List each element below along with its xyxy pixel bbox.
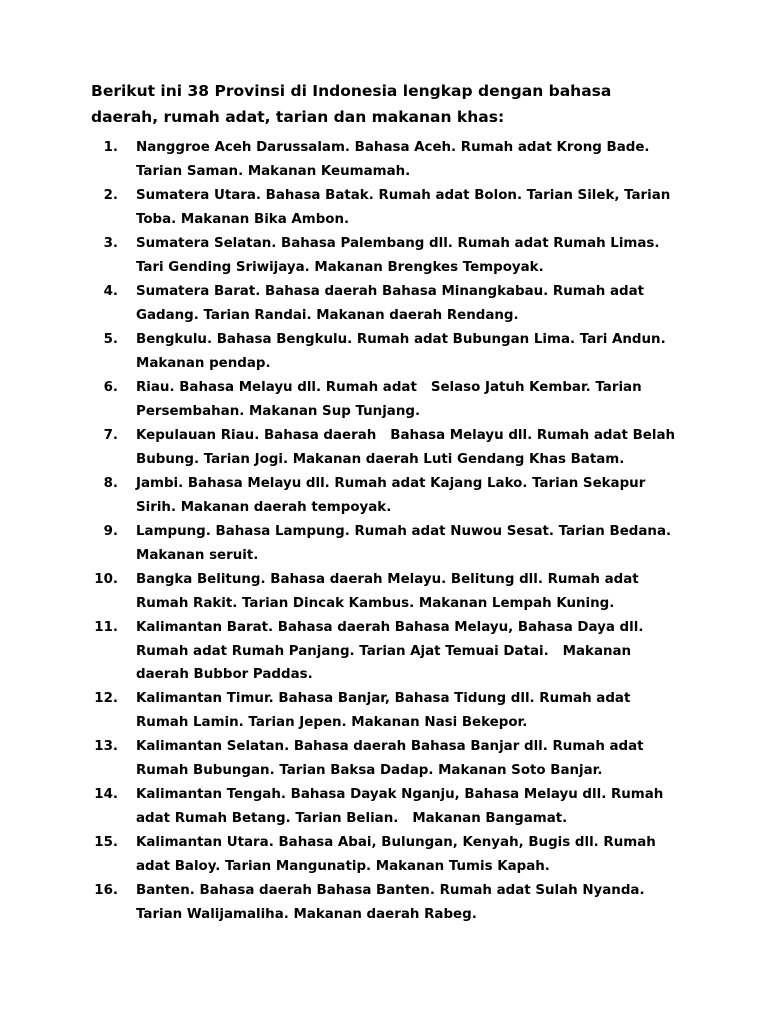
list-item-text: Lampung. Bahasa Lampung. Rumah adat Nuwou Sesat. Tarian Bedana. [136, 524, 672, 539]
list-item-number: 10. [94, 572, 118, 587]
list-item-text: Riau. Bahasa Melayu dll. Rumah adat Selaso Jatuh Kembar. Tarian [136, 380, 642, 395]
list-item-text: Sirih. Makanan daerah tempoyak. [136, 499, 392, 515]
list-item [0, 472, 768, 520]
list-item-text: Sumatera Utara. Bahasa Batak. Rumah adat Bolon. Tarian Silek, Tarian [136, 188, 671, 203]
list-item-text: Tarian Saman. Makanan Keumamah. [136, 163, 411, 179]
intro-line-1: Berikut ini 38 Provinsi di Indonesia lengkap dengan bahasa [91, 82, 612, 100]
list-item [0, 424, 768, 472]
list-item-text: Makanan seruit. [136, 547, 259, 563]
list-item-text: Kalimantan Tengah. Bahasa Dayak Nganju, Bahasa Melayu dll. Rumah [136, 787, 664, 802]
list-item-number: 1. [103, 140, 118, 155]
intro-paragraph [91, 78, 691, 130]
list-item-text: Toba. Makanan Bika Ambon. [136, 211, 350, 227]
list-item-number: 14. [94, 787, 118, 802]
list-item-text: Nanggroe Aceh Darussalam. Bahasa Aceh. Rumah adat Krong Bade. [136, 140, 650, 155]
list-item-text: adat Baloy. Tarian Mangunatip. Makanan Tumis Kapah. [136, 858, 550, 874]
list-item-text: Rumah adat Rumah Panjang. Tarian Ajat Temuai Datai. Makanan [136, 643, 632, 659]
list-item [0, 831, 768, 879]
list-item-text: Rumah Bubungan. Tarian Baksa Dadap. Makanan Soto Banjar. [136, 762, 603, 778]
list-item-number: 7. [103, 428, 118, 443]
list-item-number: 11. [94, 620, 118, 635]
list-item-number: 16. [94, 883, 118, 898]
list-item-text: daerah Bubbor Paddas. [136, 667, 313, 682]
list-item [0, 280, 768, 328]
list-item [0, 376, 768, 424]
list-item [0, 184, 768, 232]
list-item-text: Gadang. Tarian Randai. Makanan daerah Rendang. [136, 307, 519, 323]
list-item-text: Sumatera Barat. Bahasa daerah Bahasa Minangkabau. Rumah adat [136, 284, 645, 299]
list-item [0, 568, 768, 616]
list-item-text: Rumah Lamin. Tarian Jepen. Makanan Nasi Bekepor. [136, 714, 528, 730]
list-item-number: 13. [94, 739, 118, 754]
list-item-text: Persembahan. Makanan Sup Tunjang. [136, 403, 421, 419]
list-item-text: Bengkulu. Bahasa Bengkulu. Rumah adat Bubungan Lima. Tari Andun. [136, 332, 666, 347]
list-item [0, 328, 768, 376]
list-item-number: 5. [103, 332, 118, 347]
list-item-text: Tarian Walijamaliha. Makanan daerah Rabeg. [136, 906, 477, 922]
list-item-text: Kalimantan Timur. Bahasa Banjar, Bahasa Tidung dll. Rumah adat [136, 691, 631, 706]
list-item-text: Kepulauan Riau. Bahasa daerah Bahasa Melayu dll. Rumah adat Belah [136, 428, 676, 443]
list-item [0, 687, 768, 735]
list-item [0, 735, 768, 783]
intro-line-2: daerah, rumah adat, tarian dan makanan khas: [91, 108, 505, 126]
province-list [0, 136, 768, 927]
list-item-text: Makanan pendap. [136, 355, 271, 371]
list-item-text: Bangka Belitung. Bahasa daerah Melayu. Belitung dll. Rumah adat [136, 572, 639, 587]
list-item-text: Rumah Rakit. Tarian Dincak Kambus. Makanan Lempah Kuning. [136, 595, 615, 611]
list-item-text: Sumatera Selatan. Bahasa Palembang dll. Rumah adat Rumah Limas. [136, 236, 660, 251]
list-item-text: Kalimantan Selatan. Bahasa daerah Bahasa Banjar dll. Rumah adat [136, 739, 644, 754]
list-item-number: 2. [103, 188, 118, 203]
list-item-number: 3. [103, 236, 118, 251]
list-item-text: Kalimantan Barat. Bahasa daerah Bahasa Melayu, Bahasa Daya dll. [136, 620, 644, 635]
list-item-text: Jambi. Bahasa Melayu dll. Rumah adat Kajang Lako. Tarian Sekapur [136, 476, 646, 491]
list-item-number: 6. [103, 380, 118, 395]
list-item [0, 232, 768, 280]
list-item [0, 520, 768, 568]
list-item [0, 879, 768, 927]
list-item-number: 8. [103, 476, 118, 491]
list-item-text: Tari Gending Sriwijaya. Makanan Brengkes Tempoyak. [136, 259, 544, 275]
list-item-number: 15. [94, 835, 118, 850]
list-item-text: Banten. Bahasa daerah Bahasa Banten. Rumah adat Sulah Nyanda. [136, 883, 645, 898]
list-item-text: Kalimantan Utara. Bahasa Abai, Bulungan, Kenyah, Bugis dll. Rumah [136, 835, 656, 850]
list-item [0, 783, 768, 831]
list-item-text: Bubung. Tarian Jogi. Makanan daerah Luti Gendang Khas Batam. [136, 451, 625, 467]
list-item-number: 12. [94, 691, 118, 706]
list-item [0, 136, 768, 184]
list-item [0, 616, 768, 687]
list-item-number: 4. [103, 284, 118, 299]
list-item-text: adat Rumah Betang. Tarian Belian. Makanan Bangamat. [136, 810, 568, 826]
list-item-number: 9. [103, 524, 118, 539]
